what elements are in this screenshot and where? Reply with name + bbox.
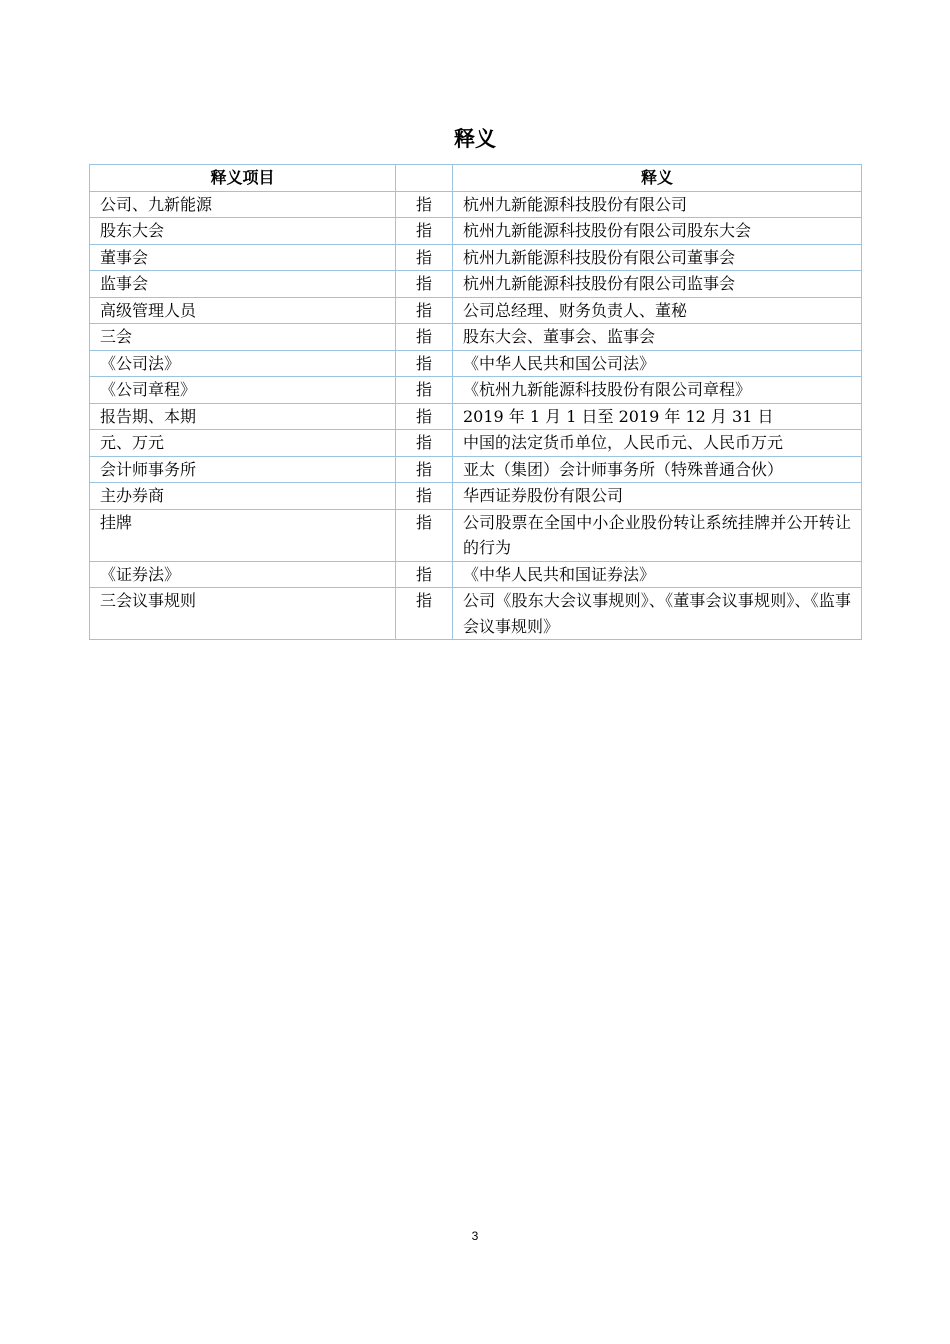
header-definition: 释义 <box>453 165 862 192</box>
definition-cell: 杭州九新能源科技股份有限公司董事会 <box>453 244 862 271</box>
ref-cell: 指 <box>396 483 453 510</box>
table-header-row <box>90 165 862 192</box>
ref-cell: 指 <box>396 377 453 404</box>
page-number: 3 <box>471 1229 479 1243</box>
term-cell: 董事会 <box>90 244 396 271</box>
ref-cell: 指 <box>396 324 453 351</box>
ref-cell: 指 <box>396 456 453 483</box>
term-cell: 三会 <box>90 324 396 351</box>
table-row <box>90 297 862 324</box>
definition-cell: 华西证券股份有限公司 <box>453 483 862 510</box>
definition-cell: 中国的法定货币单位，人民币元、人民币万元 <box>453 430 862 457</box>
table-row <box>90 377 862 404</box>
term-cell: 高级管理人员 <box>90 297 396 324</box>
table-row <box>90 509 862 561</box>
table-row <box>90 350 862 377</box>
definition-cell: 亚太（集团）会计师事务所（特殊普通合伙） <box>453 456 862 483</box>
ref-cell: 指 <box>396 588 453 640</box>
table-row <box>90 403 862 430</box>
definition-cell: 杭州九新能源科技股份有限公司股东大会 <box>453 218 862 245</box>
ref-cell: 指 <box>396 271 453 298</box>
header-ref <box>396 165 453 192</box>
ref-cell: 指 <box>396 191 453 218</box>
term-cell: 挂牌 <box>90 509 396 561</box>
ref-cell: 指 <box>396 297 453 324</box>
term-cell: 公司、九新能源 <box>90 191 396 218</box>
definition-cell: 2019 年 1 月 1 日至 2019 年 12 月 31 日 <box>453 403 862 430</box>
term-cell: 报告期、本期 <box>90 403 396 430</box>
term-cell: 股东大会 <box>90 218 396 245</box>
term-cell: 元、万元 <box>90 430 396 457</box>
table-row <box>90 191 862 218</box>
definition-cell: 杭州九新能源科技股份有限公司监事会 <box>453 271 862 298</box>
definitions-table <box>89 164 862 640</box>
definition-cell: 公司《股东大会议事规则》、《董事会议事规则》、《监事会议事规则》 <box>453 588 862 640</box>
ref-cell: 指 <box>396 509 453 561</box>
definition-cell: 《中华人民共和国证券法》 <box>453 561 862 588</box>
table-row <box>90 218 862 245</box>
table-row <box>90 324 862 351</box>
page-title: 释义 <box>454 127 496 151</box>
term-cell: 《公司章程》 <box>90 377 396 404</box>
table-row <box>90 244 862 271</box>
table-row <box>90 456 862 483</box>
term-cell: 会计师事务所 <box>90 456 396 483</box>
table-row <box>90 483 862 510</box>
definition-cell: 股东大会、董事会、监事会 <box>453 324 862 351</box>
table-row <box>90 271 862 298</box>
term-cell: 《证券法》 <box>90 561 396 588</box>
table-row <box>90 561 862 588</box>
table-row <box>90 588 862 640</box>
table-body <box>90 191 862 640</box>
term-cell: 三会议事规则 <box>90 588 396 640</box>
ref-cell: 指 <box>396 244 453 271</box>
ref-cell: 指 <box>396 403 453 430</box>
ref-cell: 指 <box>396 350 453 377</box>
term-cell: 《公司法》 <box>90 350 396 377</box>
table-row <box>90 430 862 457</box>
definition-cell: 公司股票在全国中小企业股份转让系统挂牌并公开转让的行为 <box>453 509 862 561</box>
definition-cell: 《中华人民共和国公司法》 <box>453 350 862 377</box>
ref-cell: 指 <box>396 430 453 457</box>
definition-cell: 公司总经理、财务负责人、董秘 <box>453 297 862 324</box>
definition-cell: 杭州九新能源科技股份有限公司 <box>453 191 862 218</box>
ref-cell: 指 <box>396 561 453 588</box>
term-cell: 主办券商 <box>90 483 396 510</box>
definition-cell: 《杭州九新能源科技股份有限公司章程》 <box>453 377 862 404</box>
ref-cell: 指 <box>396 218 453 245</box>
header-term: 释义项目 <box>90 165 396 192</box>
term-cell: 监事会 <box>90 271 396 298</box>
